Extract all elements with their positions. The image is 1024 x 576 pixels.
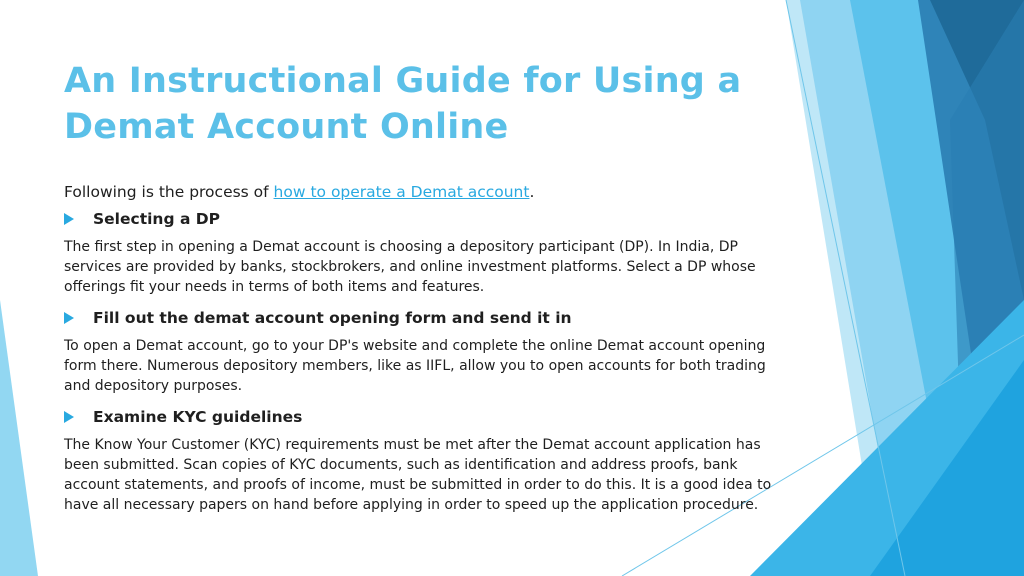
bullet-heading-label: Fill out the demat account opening form and send it in [93, 309, 572, 327]
slide-title: An Instructional Guide for Using a Demat Account Online [64, 61, 742, 147]
bullet-arrow-icon [64, 411, 74, 423]
bullet-heading-label: Examine KYC guidelines [93, 408, 303, 426]
section-paragraph: The Know Your Customer (KYC) requirements must be met after the Demat account application has been submitted. Scan copies of KYC documents, such as identification and address proofs, bank account statements, and proofs of income, must be submitted in order to do this. It is a good idea to have all necessary papers on hand before applying in order to speed up the application procedure. [64, 437, 772, 513]
slide-content [64, 183, 784, 527]
bullet-arrow-icon [64, 213, 74, 225]
bullet-heading-kyc [64, 408, 784, 426]
bullet-heading-label: Selecting a DP [93, 210, 221, 228]
demat-guide-link[interactable]: how to operate a Demat account [273, 183, 530, 201]
intro-line [64, 183, 784, 201]
intro-text: Following is the process of [64, 183, 274, 201]
section-paragraph: The first step in opening a Demat account is choosing a depository participant (DP). In India, DP services are provided by banks, stockbrokers, and online investment platforms. Select a DP whose offerings fit your needs in terms of both items and features. [64, 239, 756, 295]
section-paragraph: To open a Demat account, go to your DP's website and complete the online Demat account opening form there. Numerous depository members, like as IIFL, allow you to open accounts for both trading and depository purposes. [64, 338, 766, 394]
bullet-heading-opening-form [64, 309, 784, 327]
bullet-heading-selecting-dp [64, 210, 784, 228]
intro-suffix: . [529, 183, 535, 201]
bullet-arrow-icon [64, 312, 74, 324]
